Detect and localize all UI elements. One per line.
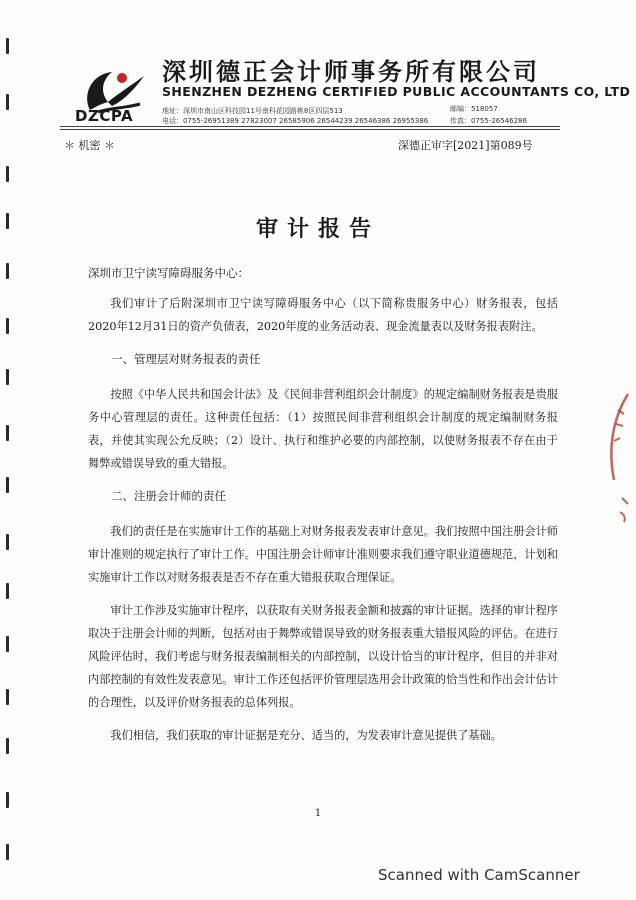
auditor-responsibility-paragraph-1: 我们的责任是在实施审计工作的基础上对财务报表发表审计意见。我们按照中国注册会计师审计准则的规定执行了审计工作。中国注册会计师审计准则要求我们遵守职业道德规范，计划和实施审计工作以对财务报表是否不存在重大错报获取合理保证。 bbox=[88, 525, 558, 584]
management-responsibility-paragraph: 按照《中华人民共和国会计法》及《民间非营利组织会计制度》的规定编制财务报表是贵服务中心管理层的责任。这种责任包括：（1）按照民间非营利组织会计制度的规定编制财务报表，并使其实现公允反映；（2）设计、执行和维护必要的内部控制，以使财务报表不存在由于舞弊或错误导致的重大错报。 bbox=[88, 388, 558, 470]
firm-fax: 传真：0755-26546286 bbox=[450, 117, 527, 125]
firm-name-english: SHENZHEN DEZHENG CERTIFIED PUBLIC ACCOUNTANTS CO, LTD bbox=[162, 84, 631, 99]
page-number: 1 bbox=[314, 808, 322, 819]
document-number: 深德正审字[2021]第089号 bbox=[398, 139, 533, 152]
header-divider-thin bbox=[60, 129, 560, 130]
addressee: 深圳市卫宁读写障碍服务中心： bbox=[88, 266, 249, 280]
firm-name-chinese: 深圳德正会计师事务所有限公司 bbox=[162, 58, 540, 86]
scanner-watermark: Scanned with CamScanner bbox=[378, 866, 580, 884]
confidential-mark: ＊ 机密 ＊ bbox=[64, 139, 115, 152]
section-heading-management: 一、管理层对财务报表的责任 bbox=[111, 352, 261, 366]
section-heading-auditor: 二、注册会计师的责任 bbox=[111, 489, 226, 503]
firm-postcode: 邮编：518057 bbox=[450, 105, 498, 113]
auditor-responsibility-paragraph-2: 审计工作涉及实施审计程序，以获取有关财务报表金额和披露的审计证据。选择的审计程序取决于注册会计师的判断，包括对由于舞弊或错误导致的财务报表重大错报风险的评估。在进行风险评估时，我们考虑与财务报表编制相关的内部控制，以设计恰当的审计程序，但目的并非对内部控制的有效性发表意见。审计工作还包括评价管理层选用会计政策的恰当性和作出会计估计的合理性，以及评价财务报表的总体列报。 bbox=[88, 604, 558, 709]
logo-text: DZCPA bbox=[75, 107, 134, 125]
firm-telephone: 电话：0755-26951389 27823007 26585906 26544239 26546386 26955386 bbox=[162, 117, 429, 125]
firm-address: 地址：深圳市南山区科技园11号南科花园路桃8区四层513 bbox=[162, 107, 343, 115]
auditor-responsibility-paragraph-3: 我们相信，我们获取的审计证据是充分、适当的，为发表审计意见提供了基础。 bbox=[110, 729, 502, 742]
seal-fragment-icon bbox=[600, 390, 632, 540]
report-title: 审计报告 bbox=[255, 216, 380, 242]
header-divider bbox=[60, 126, 560, 127]
report-body bbox=[88, 262, 558, 747]
intro-paragraph: 我们审计了后附深圳市卫宁读写障碍服务中心（以下简称贵服务中心）财务报表，包括2020年12月31日的资产负债表，2020年度的业务活动表、现金流量表以及财务报表附注。 bbox=[88, 297, 558, 333]
